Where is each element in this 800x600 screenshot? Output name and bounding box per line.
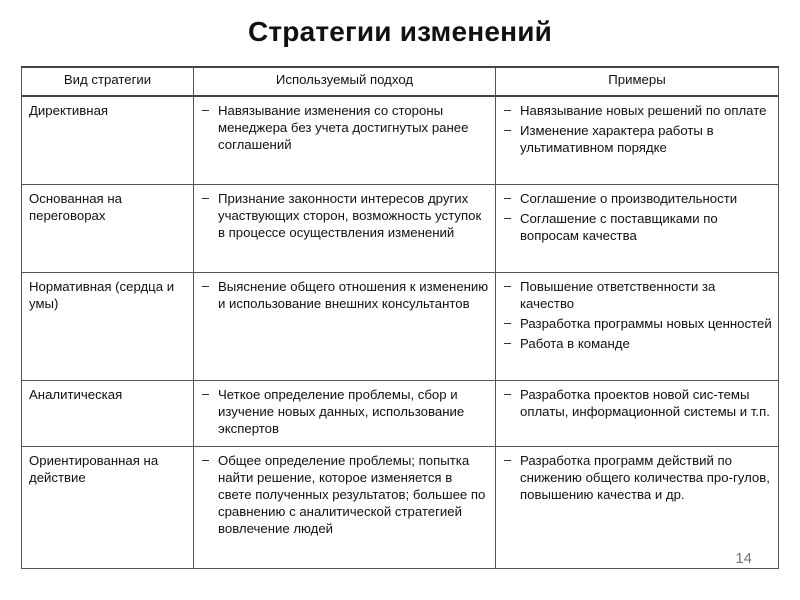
page-number: 14 (735, 550, 752, 567)
table-row (22, 380, 779, 446)
strategy-type-cell: Аналитическая (22, 380, 194, 446)
table-row (22, 184, 779, 272)
approach-cell (194, 380, 496, 446)
column-header-strategy-type: Вид стратегии (22, 67, 194, 96)
approach-text: Четкое определение проблемы, сбор и изучение новых данных, использование экспертов (202, 386, 489, 437)
approach-text: Навязывание изменения со стороны менеджера без учета достигнутых ранее соглашений (202, 102, 489, 153)
strategy-type-cell: Ориентированная на действие (22, 446, 194, 568)
approach-cell (194, 184, 496, 272)
example-item: Работа в команде (504, 335, 772, 352)
column-header-approach: Используемый подход (194, 67, 496, 96)
slide-title: Стратегии изменений (247, 16, 553, 47)
strategies-table (21, 66, 779, 569)
approach-text: Общее определение проблемы; попытка найти решение, которое изменяется в свете полученных результатов; большее по сравнению с аналитической стратегией вовлечение людей (202, 452, 489, 537)
example-item: Повышение ответственности за качество (504, 278, 772, 312)
example-item: Разработка программ действий по снижению общего количества про-гулов, повышению качества и др. (504, 452, 772, 503)
table-header-row (22, 67, 779, 96)
strategy-type-cell: Основанная на переговорах (22, 184, 194, 272)
column-header-examples: Примеры (496, 67, 779, 96)
strategy-type-cell: Директивная (22, 96, 194, 184)
example-item: Изменение характера работы в ультимативном порядке (504, 122, 772, 156)
approach-cell (194, 96, 496, 184)
examples-cell (496, 380, 779, 446)
table-row (22, 272, 779, 380)
strategy-type-cell: Нормативная (сердца и умы) (22, 272, 194, 380)
approach-text: Признание законности интересов других участвующих сторон, возможность уступок в процессе осуществления изменений (202, 190, 489, 241)
examples-cell (496, 272, 779, 380)
example-item: Соглашение о производительности (504, 190, 772, 207)
example-item: Навязывание новых решений по оплате (504, 102, 772, 119)
example-item: Разработка программы новых ценностей (504, 315, 772, 332)
approach-cell (194, 272, 496, 380)
examples-cell (496, 96, 779, 184)
table-row (22, 96, 779, 184)
example-item: Соглашение с поставщиками по вопросам качества (504, 210, 772, 244)
example-item: Разработка проектов новой сис-темы оплаты, информационной системы и т.п. (504, 386, 772, 420)
examples-cell (496, 184, 779, 272)
table-row (22, 446, 779, 568)
approach-text: Выяснение общего отношения к изменению и использование внешних консультантов (202, 278, 489, 312)
approach-cell (194, 446, 496, 568)
